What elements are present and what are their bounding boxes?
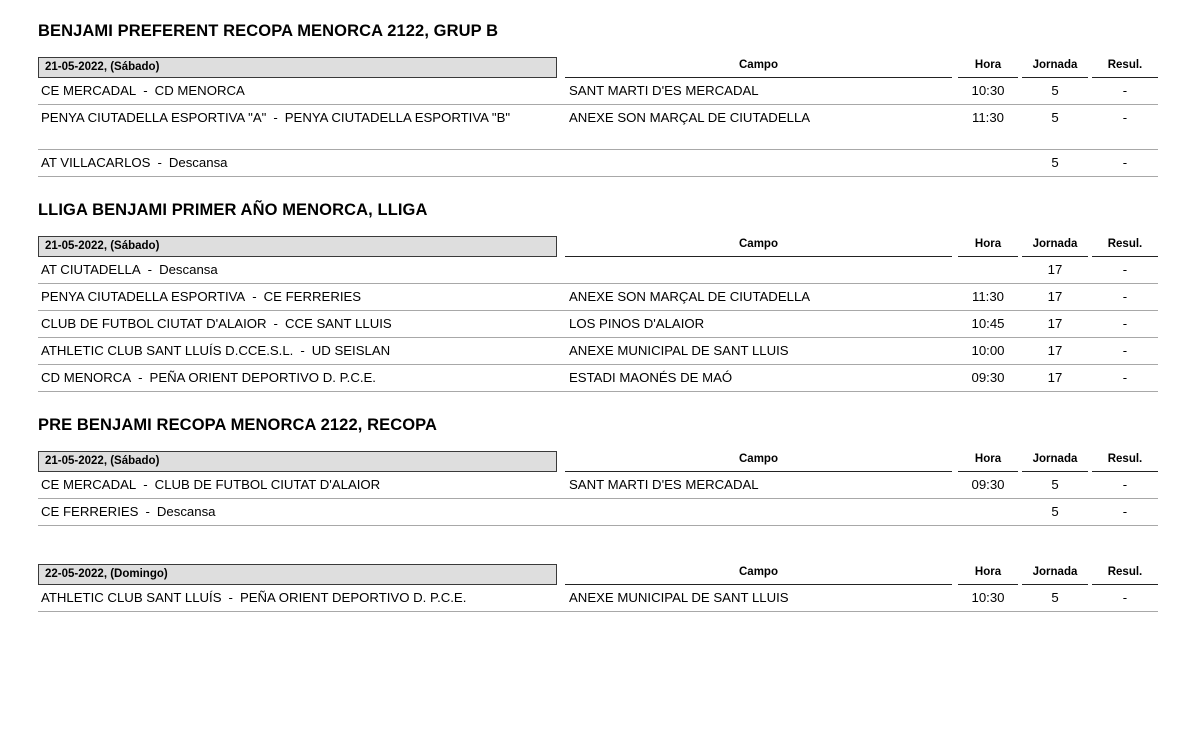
resul-cell: - [1122,504,1128,519]
resul-cell: - [1122,590,1128,605]
table-row [38,78,1158,105]
column-header-campo: Campo [565,57,952,78]
top-padding [38,0,1158,22]
resul-cell: - [1122,316,1128,331]
home-team: AT VILLACARLOS [41,155,151,170]
match-cell [38,288,557,305]
table-row [38,257,1158,284]
match-cell [38,476,557,493]
match-cell [38,369,557,386]
match-cell [38,589,557,606]
column-header-resul: Resul. [1092,57,1158,78]
hora-cell: 11:30 [971,289,1005,304]
table-header-row [38,57,1158,78]
away-team: CD MENORCA [154,83,245,98]
match-separator: - [145,504,150,519]
table-row [38,311,1158,338]
match-separator: - [273,110,278,125]
fixtures-table [38,236,1158,392]
fixtures-table [38,451,1158,526]
table-row [38,105,1158,150]
home-team: ATHLETIC CLUB SANT LLUÍS [41,590,222,605]
header-spacer [557,236,565,257]
column-header-campo: Campo [565,451,952,472]
hora-cell: 10:30 [971,83,1005,98]
table-header-row [38,564,1158,585]
table-row [38,338,1158,365]
match-cell [38,315,557,332]
resul-cell: - [1122,83,1128,98]
column-header-campo: Campo [565,564,952,585]
header-spacer [557,57,565,78]
away-team: PEÑA ORIENT DEPORTIVO D. P.C.E. [239,590,467,605]
resul-cell: - [1122,262,1128,277]
match-separator: - [147,262,153,277]
table-row [38,365,1158,392]
home-team: CE MERCADAL [41,83,137,98]
column-header-jornada: Jornada [1022,57,1088,78]
table-row [38,472,1158,499]
campo-cell: ANEXE MUNICIPAL DE SANT LLUIS [569,343,789,358]
away-team: CE FERRERIES [263,289,362,304]
section-title: BENJAMI PREFERENT RECOPA MENORCA 2122, GRUP B [38,22,499,40]
match-separator: - [157,155,162,170]
campo-cell: ESTADI MAONÉS DE MAÓ [569,370,733,385]
table-row [38,284,1158,311]
jornada-cell: 17 [1047,316,1063,331]
table-row [38,499,1158,526]
match-cell [38,154,557,171]
column-header-jornada: Jornada [1022,564,1088,585]
table-row [38,585,1158,612]
jornada-cell: 5 [1051,110,1059,125]
hora-cell: 09:30 [971,477,1005,492]
jornada-cell: 17 [1047,262,1063,277]
column-header-jornada: Jornada [1022,451,1088,472]
header-spacer [557,564,565,585]
match-separator: - [300,343,305,358]
away-team: PEÑA ORIENT DEPORTIVO D. P.C.E. [149,370,376,385]
match-separator: - [143,83,148,98]
column-header-resul: Resul. [1092,451,1158,472]
jornada-cell: 17 [1047,370,1063,385]
match-separator: - [143,477,148,492]
campo-cell: ANEXE MUNICIPAL DE SANT LLUIS [569,590,789,605]
column-header-hora: Hora [958,57,1018,78]
match-cell [38,82,557,99]
column-header-hora: Hora [958,236,1018,257]
section-gap [38,177,1158,201]
away-team: Descansa [168,155,228,170]
away-team: PENYA CIUTADELLA ESPORTIVA "B" [284,110,511,125]
jornada-cell: 5 [1051,83,1059,98]
table-gap [38,41,1158,57]
table-header-row [38,236,1158,257]
date-header-box: 21-05-2022, (Sábado) [38,451,557,472]
campo-cell: ANEXE SON MARÇAL DE CIUTADELLA [569,289,811,304]
section-title: PRE BENJAMI RECOPA MENORCA 2122, RECOPA [38,416,438,434]
table-gap [38,526,1158,564]
hora-cell: 09:30 [971,370,1005,385]
home-team: PENYA CIUTADELLA ESPORTIVA [41,289,246,304]
home-team: CLUB DE FUTBOL CIUTAT D'ALAIOR [41,316,267,331]
hora-cell: 10:45 [971,316,1005,331]
section-gap [38,392,1158,416]
away-team: Descansa [156,504,216,519]
home-team: CD MENORCA [41,370,132,385]
match-separator: - [228,590,233,605]
resul-cell: - [1122,370,1128,385]
jornada-cell: 5 [1051,590,1059,605]
away-team: CLUB DE FUTBOL CIUTAT D'ALAIOR [154,477,381,492]
date-header-box: 21-05-2022, (Sábado) [38,57,557,78]
home-team: PENYA CIUTADELLA ESPORTIVA "A" [41,110,267,125]
hora-cell: 11:30 [971,110,1005,125]
table-row [38,150,1158,177]
campo-cell: SANT MARTI D'ES MERCADAL [569,477,759,492]
home-team: CE FERRERIES [41,504,139,519]
match-cell [38,342,557,359]
column-header-jornada: Jornada [1022,236,1088,257]
match-separator: - [273,316,278,331]
jornada-cell: 5 [1051,504,1059,519]
column-header-resul: Resul. [1092,564,1158,585]
jornada-cell: 17 [1047,289,1063,304]
home-team: CE MERCADAL [41,477,137,492]
match-separator: - [252,289,257,304]
resul-cell: - [1122,343,1128,358]
match-cell [38,261,557,278]
column-header-campo: Campo [565,236,952,257]
resul-cell: - [1122,477,1128,492]
home-team: AT CIUTADELLA [41,262,141,277]
table-gap [38,220,1158,236]
campo-cell: SANT MARTI D'ES MERCADAL [569,83,759,98]
column-header-resul: Resul. [1092,236,1158,257]
fixtures-table [38,564,1158,612]
away-team: CCE SANT LLUIS [284,316,392,331]
jornada-cell: 5 [1051,477,1059,492]
date-header-box: 22-05-2022, (Domingo) [38,564,557,585]
table-header-row [38,451,1158,472]
header-spacer [557,451,565,472]
fixtures-table [38,57,1158,177]
away-team: UD SEISLAN [311,343,391,358]
date-header-box: 21-05-2022, (Sábado) [38,236,557,257]
campo-cell: LOS PINOS D'ALAIOR [569,316,705,331]
document-page [38,0,1158,612]
hora-cell: 10:30 [971,590,1005,605]
jornada-cell: 17 [1047,343,1063,358]
resul-cell: - [1122,155,1128,170]
away-team: Descansa [159,262,218,277]
jornada-cell: 5 [1051,155,1059,170]
resul-cell: - [1122,110,1128,125]
campo-cell: ANEXE SON MARÇAL DE CIUTADELLA [569,110,811,125]
hora-cell: 10:00 [971,343,1005,358]
home-team: ATHLETIC CLUB SANT LLUÍS D.CCE.S.L. [41,343,294,358]
table-gap [38,435,1158,451]
section-title: LLIGA BENJAMI PRIMER AÑO MENORCA, LLIGA [38,201,428,219]
resul-cell: - [1122,289,1128,304]
match-cell [38,503,557,520]
match-cell [38,109,557,126]
match-separator: - [138,370,143,385]
column-header-hora: Hora [958,451,1018,472]
column-header-hora: Hora [958,564,1018,585]
sections-container [38,22,1158,612]
